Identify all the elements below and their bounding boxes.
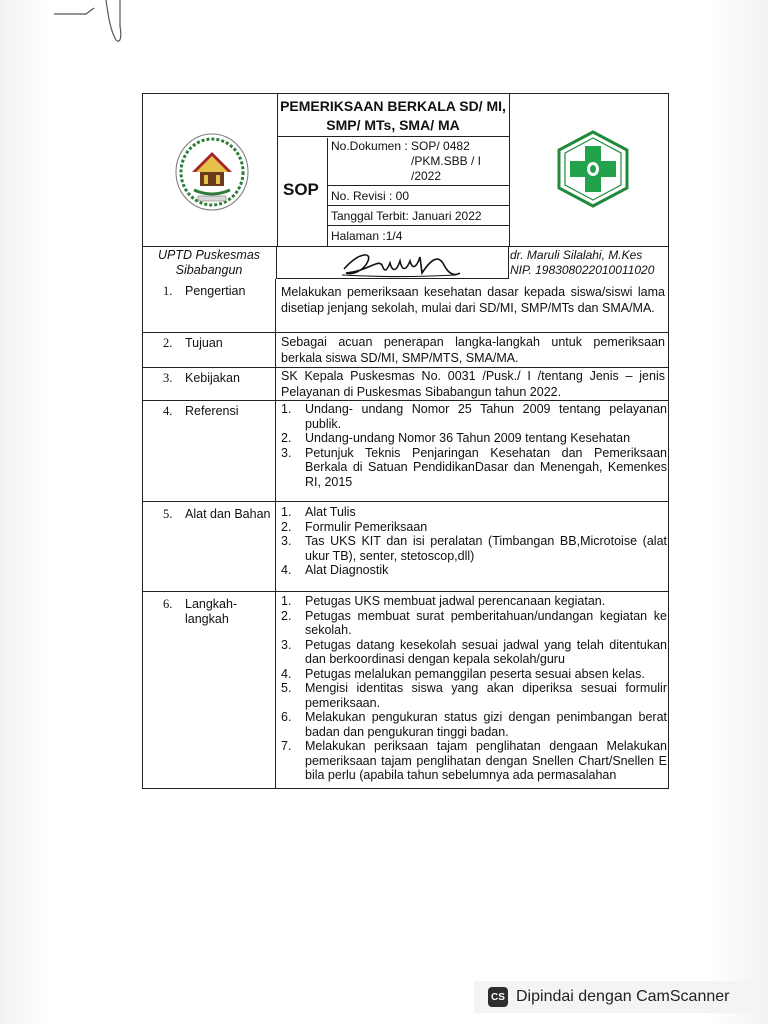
doc-number-line1: No.Dokumen : SOP/ 0482 <box>331 139 470 153</box>
section-text-kebijakan: SK Kepala Puskesmas No. 0031 /Pusk./ I /tentang Jenis – jenis Pelayanan di Puskesmas Sibabangun tahun 2022. <box>281 369 665 399</box>
list-item: 3. Tas UKS KIT dan isi peralatan (Timbangan BB,Microtoise (alat ukur TB), senter, stetoscop,dll) <box>281 534 667 563</box>
section-text-tujuan: Sebagai acuan penerapan langka-langkah untuk pemeriksaan berkala siswa SD/MI, SMP/MTS, SMA/MA. <box>281 335 665 365</box>
section-label-langkah-line2: langkah <box>185 612 229 626</box>
list-item: 5. Mengisi identitas siswa yang akan diperiksa sesuai formulir pemeriksaan. <box>281 681 667 710</box>
alat-bahan-list <box>281 505 667 578</box>
handwritten-signature <box>338 247 468 283</box>
section-number: 3. <box>163 371 173 385</box>
sop-label: SOP <box>283 180 319 199</box>
referensi-list <box>281 402 667 489</box>
section-text-pengertian: Melakukan pemeriksaan kesehatan dasar kepada siswa/siswi lama disetiap jenjang sekolah, mulai dari SD/MI, SMP/MTs dan SMA/MA. <box>281 285 665 315</box>
organization-line1: UPTD Puskesmas <box>157 248 261 262</box>
section-label-alat-bahan: Alat dan Bahan <box>185 507 271 521</box>
list-item: 7. Melakukan periksaan tajam penglihatan dengaan Melakukan pemeriksaan tajam penglihatan dengan Snellen Chart/Snellen E bila perlu (apabila tahun sebelumnya ada permasalahan <box>281 739 667 782</box>
section-label-tujuan: Tujuan <box>185 336 223 350</box>
camscanner-icon: CS <box>488 987 508 1007</box>
section-number: 2. <box>163 336 173 350</box>
list-item: 4. Petugas melalukan pemanggilan peserta sesuai absen kelas. <box>281 666 645 681</box>
doctor-name: dr. Maruli Silalahi, M.Kes <box>510 248 643 262</box>
section-number: 5. <box>163 507 173 521</box>
sop-title: PEMERIKSAAN BERKALA SD/ MI, SMP/ MTs, SMA/ MA <box>280 98 506 133</box>
organization-name <box>142 248 276 278</box>
section-label-langkah-line1: Langkah- <box>185 597 238 611</box>
pen-scribble <box>50 0 140 50</box>
section-number: 1. <box>163 284 173 298</box>
list-item: 3. Petunjuk Teknis Penjaringan Kesehatan dan Pemeriksaan Berkala di Satuan PendidikanDasar dan Menengah, Kemenkes RI, 2015 <box>281 445 667 489</box>
publish-date: Tanggal Terbit: Januari 2022 <box>331 209 482 223</box>
section-number: 4. <box>163 404 173 418</box>
list-item: 1. Petugas UKS membuat jadwal perencanaan kegiatan. <box>281 594 606 608</box>
list-item: 1. Undang- undang Nomor 25 Tahun 2009 tentang pelayanan publik. <box>281 402 667 431</box>
organization-line2: Sibabangun <box>175 263 243 277</box>
section-label-pengertian: Pengertian <box>185 284 246 298</box>
section-label-referensi: Referensi <box>185 404 239 418</box>
sop-header-table <box>142 93 669 247</box>
health-cross-logo <box>555 130 631 208</box>
section-label-langkah <box>185 597 237 627</box>
section-number: 6. <box>163 597 173 611</box>
camscanner-text: Dipindai dengan CamScanner <box>516 988 730 1005</box>
doc-number-line2: /PKM.SBB / I <box>411 154 482 168</box>
regency-seal-logo <box>174 132 250 212</box>
langkah-list <box>281 594 667 783</box>
doctor-info <box>510 248 654 278</box>
list-item: 6. Melakukan pengukuran status gizi dengan penimbangan berat badan dan pengukuran tinggi badan. <box>281 710 667 739</box>
list-item: 2. Formulir Pemeriksaan <box>281 519 428 534</box>
page-number: Halaman :1/4 <box>331 229 403 243</box>
revision-number: No. Revisi : 00 <box>331 189 410 203</box>
doc-number-line3: /2022 <box>411 169 442 183</box>
list-item: 2. Undang-undang Nomor 36 Tahun 2009 tentang Kesehatan <box>281 431 631 445</box>
signature-row <box>142 247 669 279</box>
list-item: 3. Petugas datang kesekolah sesuai jadwal yang telah ditentukan dan berkoordinasi dengan kepala sekolah/guru <box>281 637 667 666</box>
doctor-nip: NIP. 198308022010011020 <box>510 263 655 277</box>
camscanner-watermark <box>474 981 757 1013</box>
list-item: 4. Alat Diagnostik <box>281 563 389 577</box>
list-item: 2. Petugas membuat surat pemberitahuan/undangan kegiatan ke sekolah. <box>281 608 667 637</box>
section-label-kebijakan: Kebijakan <box>185 371 240 385</box>
sop-content-table <box>142 279 669 789</box>
list-item: 1. Alat Tulis <box>281 505 356 519</box>
